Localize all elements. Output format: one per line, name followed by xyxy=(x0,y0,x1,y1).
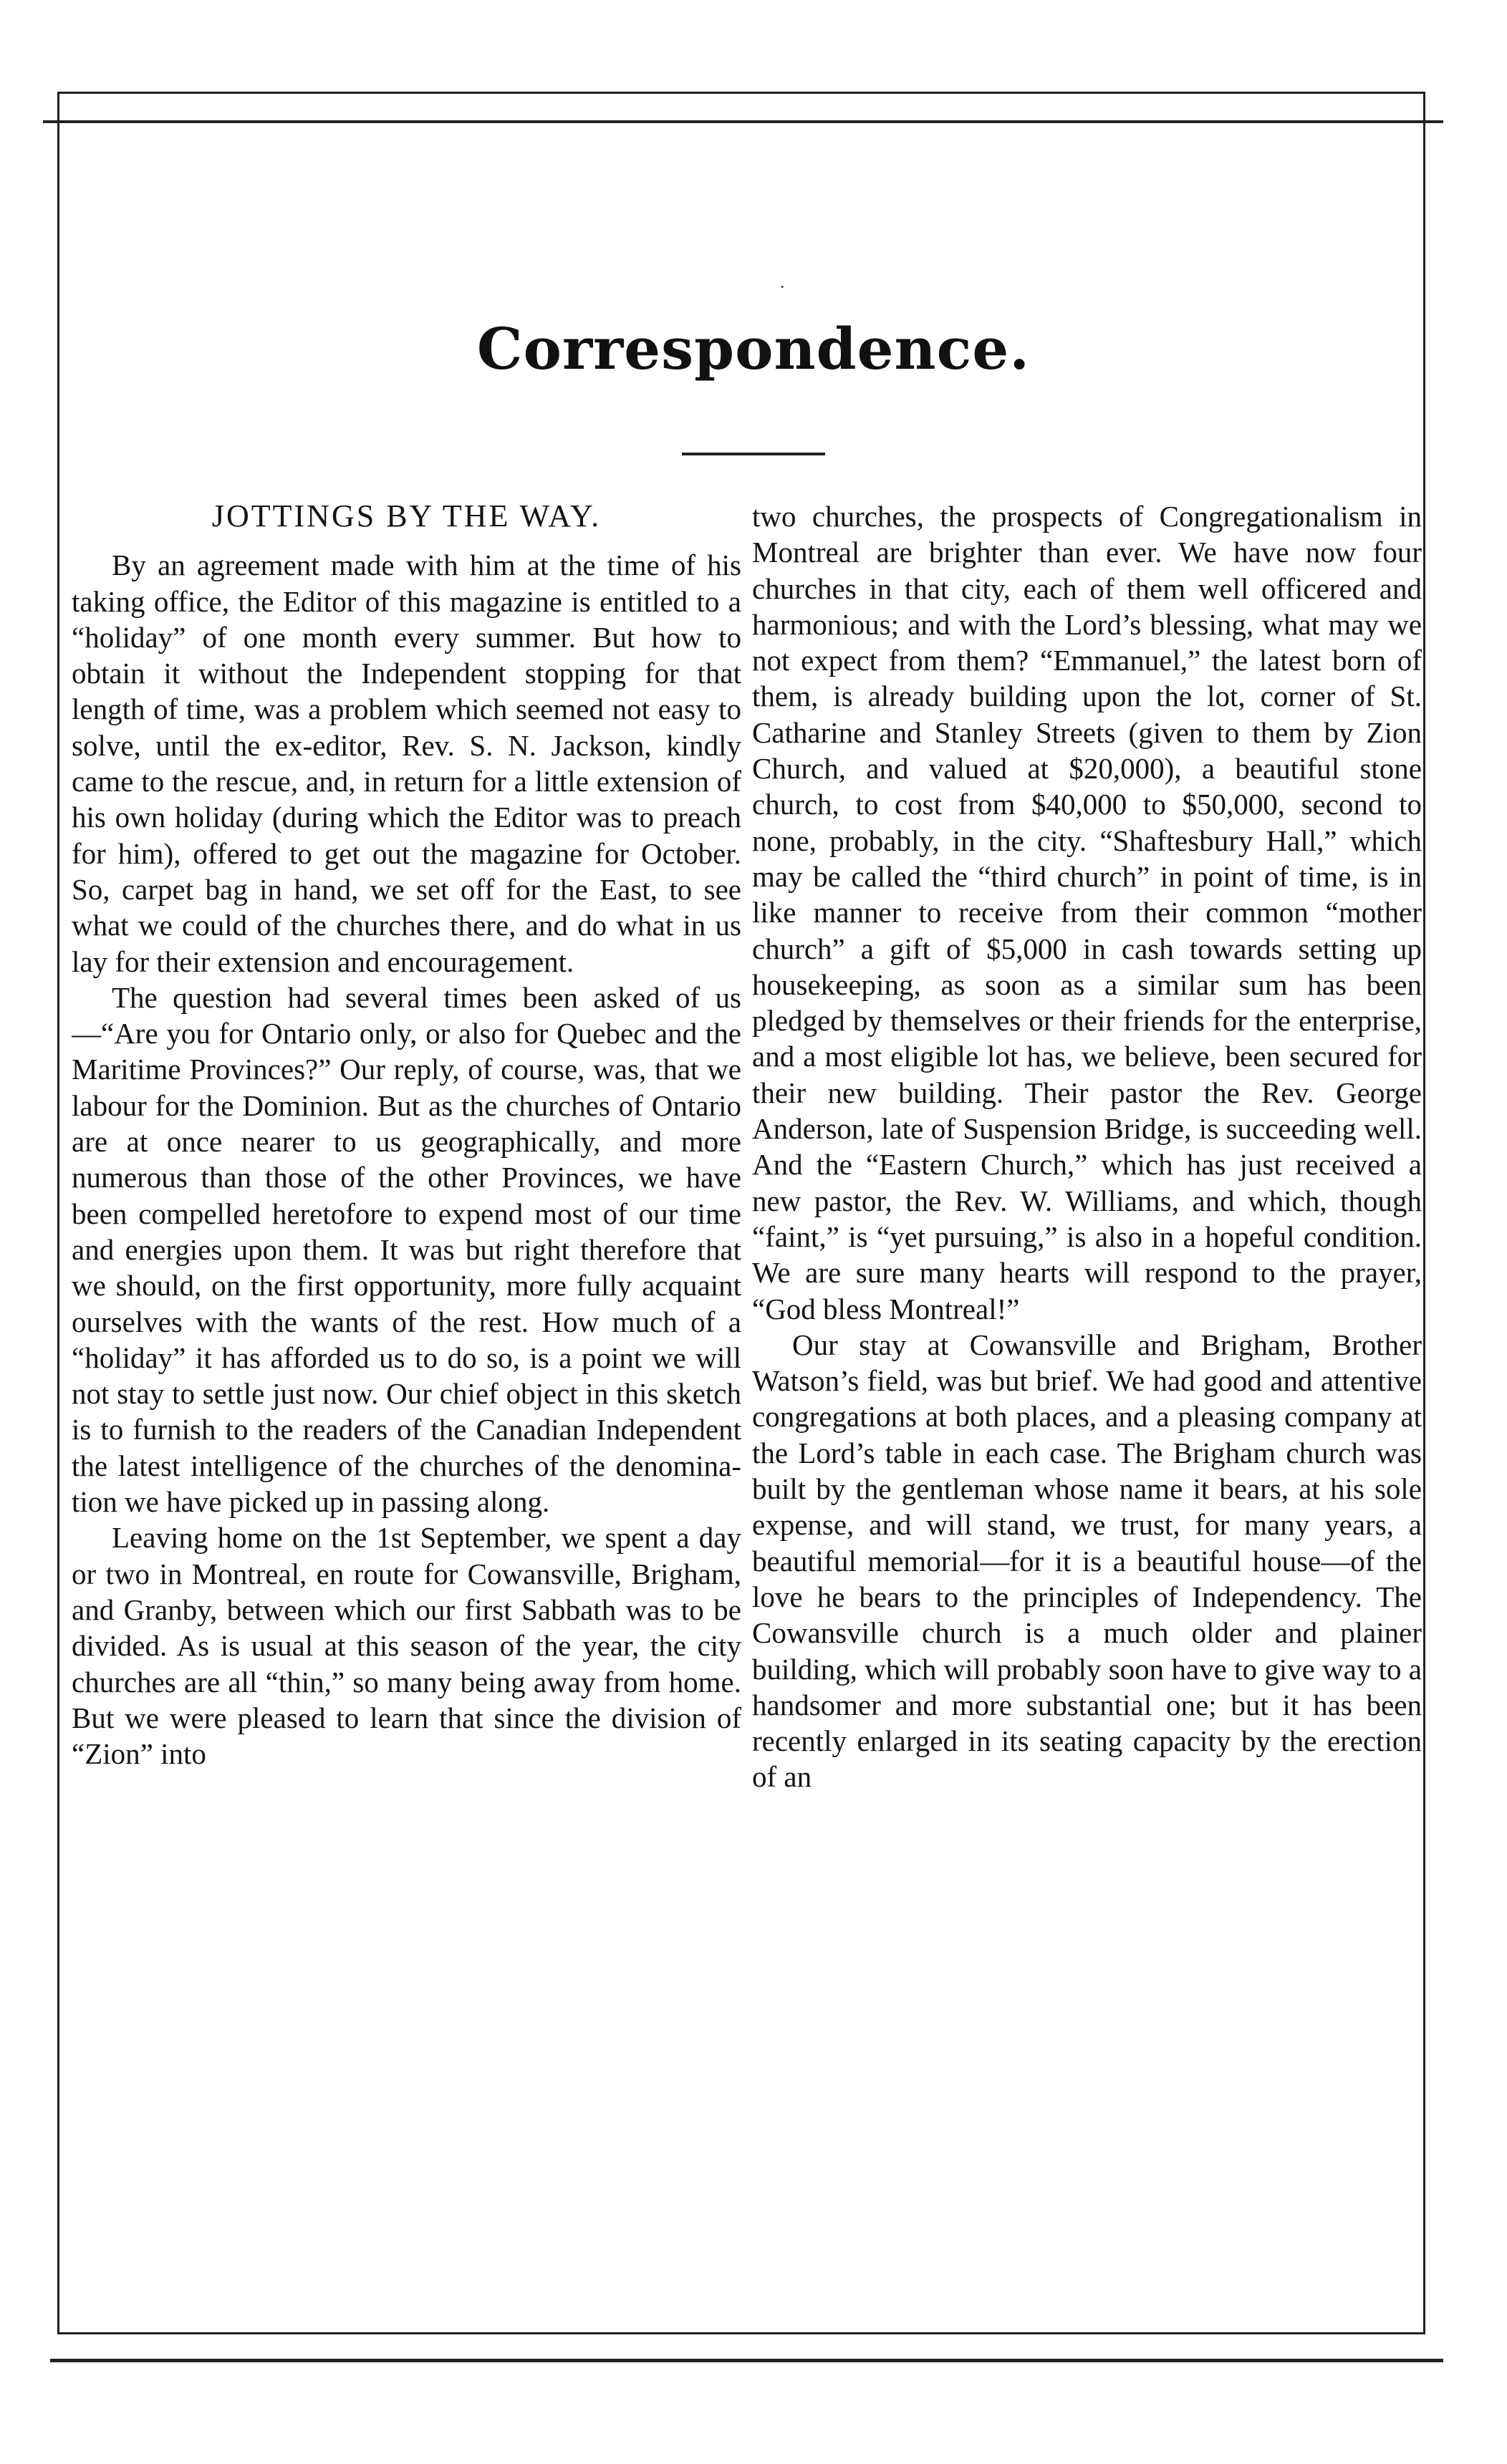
paragraph: Leaving home on the 1st September, we spent a day or two in Montreal, en route for Cowansville, Brigham, and Granby, between which our first Sabbath was to be divided. As is usual at this season of the year, the city churches are all “thin,” so many being away from home. But we were pleased to learn that since the division of “Zion” into xyxy=(72,1521,741,1771)
paragraph: By an agreement made with him at the time of his taking office, the Editor of this magazine is entitled to a “holiday” of one month every summer. But how to obtain it without the Independent stopping for that length of time, was a problem which seemed not easy to solve, until the ex-editor, Rev. S. N. Jackson, kindly came to the rescue, and, in return for a little extension of his own holiday (during which the Editor was to preach for him), offered to get out the magazine for October. So, carpet bag in hand, we set off for the East, to see what we could of the churches there, and do what in us lay for their extension and encouragement. xyxy=(72,549,741,978)
right-column xyxy=(752,498,1422,2321)
paragraph: two churches, the prospects of Congregationalism in Montreal are brighter than ever. We have now four churches in that city, each of them well officered and harmonious; and with the Lord’s blessing, what may we not expect from them? “Emmanuel,” the latest born of them, is already building upon the lot, corner of St. Catharine and Stanley Streets (given to them by Zion Church, and valued at $20,000), a beautiful stone church, to cost from $40,000 to $50,000, second to none, probably, in the city. “Shaftesbury Hall,” which may be called the “third church” in point of time, is in like manner to receive from their common “mother church” a gift of $5,000 in cash towards setting up housekeeping, as soon as a similar sum has been pledged by themselves or their friends for the enterprise, and a most eligible lot has, we believe, been secured for their new building. Their pastor the Rev. George Anderson, late of Suspension Bridge, is succeeding well. And the “Eastern Church,” which has just received a new pastor, the Rev. W. Williams, and which, though “faint,” is “yet pursuing,” is also in a hopeful condition. We are sure many hearts will respond to the prayer, “God bless Montreal!” xyxy=(752,500,1422,1325)
paragraph: Our stay at Cowansville and Brigham, Brother Watson’s field, was but brief. We had good and attentive congregations at both places, and a pleasing company at the Lord’s table in each case. The Brigham church was built by the gentleman whose name it bears, at his sole expense, and will stand, we trust, for many years, a beautiful memorial—for it is a beautiful house—of the love he bears to the principles of Independency. The Cowansville church is a much older and plainer building, which will probably soon have to give way to a handsomer and more substantial one; but it has been recently enlarged in its seating capacity by the erection of an xyxy=(752,1328,1422,1794)
article-title: JOTTINGS BY THE WAY. xyxy=(211,498,602,533)
page-mark: · xyxy=(779,276,786,297)
paragraph: The question had several times been asked of us—“Are you for Ontario only, or also for Quebec and the Maritime Provinces?” Our reply, of course, was, that we labour for the Dominion. But as the churches of Ontario are at once nearer to us geographically, and more numerous than those of the other Provinces, we have been compelled heretofore to expend most of our time and energies upon them. It was but right therefore that we should, on the first opportunity, more fully acquaint ourselves with the wants of the rest. How much of a “holiday” it has afforded us to do so, is a point we will not stay to settle just now. Our chief object in this sketch is to furnish to the readers of the Canadian Independent the latest intelligence of the churches of the denomination we have picked up in passing along. xyxy=(72,980,741,1519)
left-column xyxy=(72,498,741,2321)
bottom-rule xyxy=(50,2359,1443,2362)
section-heading: Correspondence. xyxy=(476,315,1031,382)
heading-rule xyxy=(682,453,825,455)
